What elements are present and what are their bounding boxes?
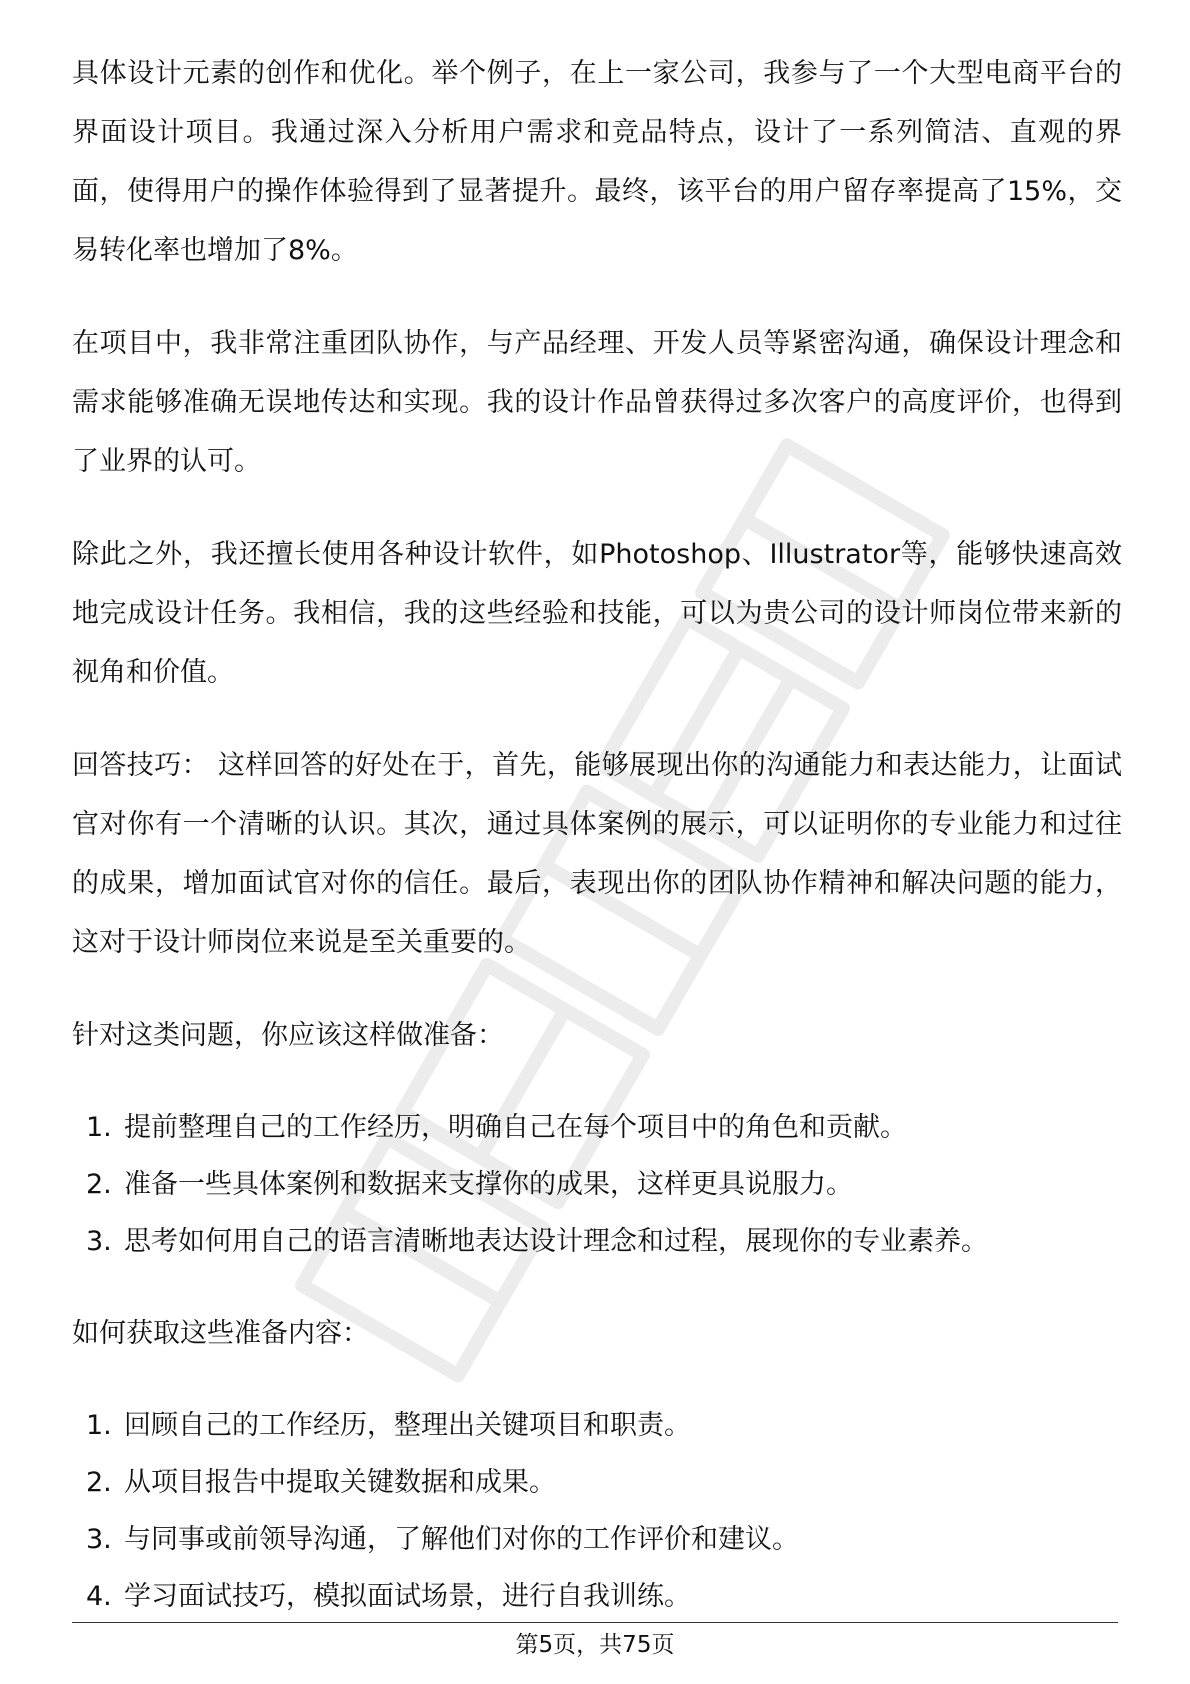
sources-list <box>72 1397 1122 1625</box>
prep-heading: 针对这类问题，你应该这样做准备： <box>72 1020 504 1051</box>
document-body <box>72 44 1122 1659</box>
paragraph-answer-tips: 回答技巧： 这样回答的好处在于，首先，能够展现出你的沟通能力和表达能力，让面试官对你有一个清晰的认识。其次，通过具体案例的展示，可以证明你的专业能力和过往的成果，增加面试官对你的信任。最后，表现出你的团队协作精神和解决问题的能力，这对于设计师岗位来说是至关重要的。 <box>72 750 1122 958</box>
list-item <box>72 1213 1122 1270</box>
list-item-text: 与同事或前领导沟通，了解他们对你的工作评价和建议。 <box>124 1524 799 1555</box>
list-item-text: 从项目报告中提取关键数据和成果。 <box>124 1467 556 1498</box>
footer-divider <box>72 1622 1118 1623</box>
list-item-text: 提前整理自己的工作经历，明确自己在每个项目中的角色和贡献。 <box>124 1112 907 1143</box>
list-item <box>72 1397 1122 1454</box>
list-item-text: 回顾自己的工作经历，整理出关键项目和职责。 <box>124 1410 691 1441</box>
paragraph-teamwork: 在项目中，我非常注重团队协作，与产品经理、开发人员等紧密沟通，确保设计理念和需求能够准确无误地传达和实现。我的设计作品曾获得过多次客户的高度评价，也得到了业界的认可。 <box>72 328 1122 477</box>
list-item <box>72 1568 1122 1625</box>
list-item <box>72 1099 1122 1156</box>
list-item-text: 准备一些具体案例和数据来支撑你的成果，这样更具说服力。 <box>124 1169 853 1200</box>
list-item-number: 3. <box>86 1226 112 1257</box>
list-item-text: 思考如何用自己的语言清晰地表达设计理念和过程，展现你的专业素养。 <box>124 1226 988 1257</box>
list-item-number: 1. <box>86 1410 112 1441</box>
paragraph-skills: 除此之外，我还擅长使用各种设计软件，如Photoshop、Illustrator等，能够快速高效地完成设计任务。我相信，我的这些经验和技能，可以为贵公司的设计师岗位带来新的视角和价值。 <box>72 539 1122 688</box>
paragraph-experience: 具体设计元素的创作和优化。举个例子，在上一家公司，我参与了一个大型电商平台的界面设计项目。我通过深入分析用户需求和竞品特点，设计了一系列简洁、直观的界面，使得用户的操作体验得到了显著提升。最终，该平台的用户留存率提高了15%，交易转化率也增加了8%。 <box>72 58 1122 266</box>
list-item <box>72 1156 1122 1213</box>
list-item <box>72 1454 1122 1511</box>
list-item-number: 1. <box>86 1112 112 1143</box>
sources-heading: 如何获取这些准备内容： <box>72 1318 369 1349</box>
list-item-text: 学习面试技巧，模拟面试场景，进行自我训练。 <box>124 1581 691 1612</box>
prep-list <box>72 1099 1122 1270</box>
list-item-number: 2. <box>86 1467 112 1498</box>
list-item-number: 3. <box>86 1524 112 1555</box>
list-item-number: 2. <box>86 1169 112 1200</box>
list-item-number: 4. <box>86 1581 112 1612</box>
list-item <box>72 1511 1122 1568</box>
page-number: 第5页，共75页 <box>515 1632 675 1658</box>
